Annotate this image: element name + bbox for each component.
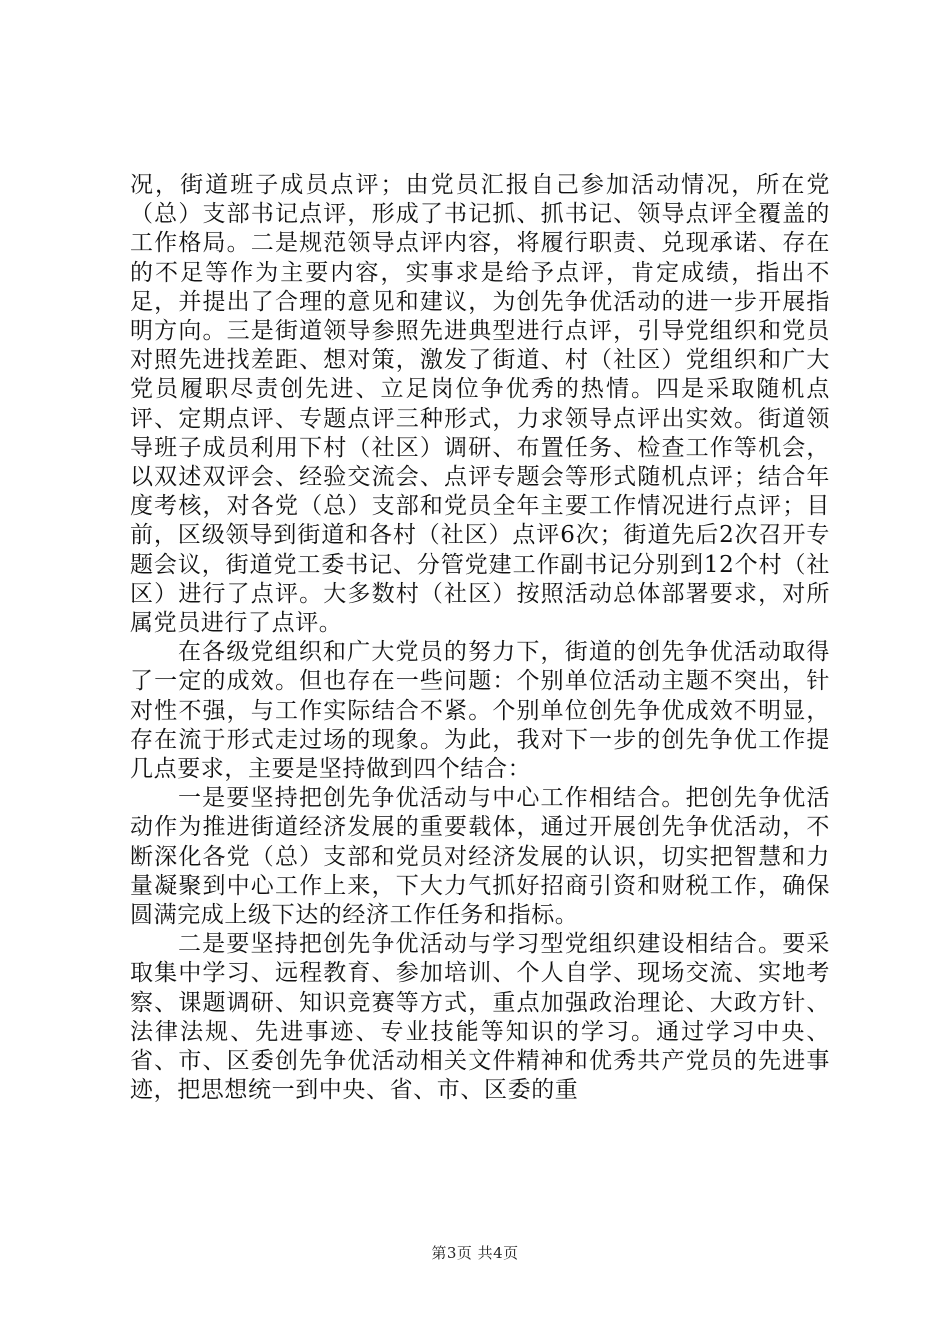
document-body (130, 171, 830, 1106)
paragraph-2: 在各级党组织和广大党员的努力下，街道的创先争优活动取得了一定的成效。但也存在一些问题：个别单位活动主题不突出，针对性不强，与工作实际结合不紧。个别单位创先争优成效不明显，存在流于形式走过场的现象。为此，我对下一步的创先争优工作提几点要求，主要是坚持做到四个结合： (130, 639, 830, 783)
paragraph-1: 况，街道班子成员点评；由党员汇报自己参加活动情况，所在党（总）支部书记点评，形成了书记抓、抓书记、领导点评全覆盖的工作格局。二是规范领导点评内容，将履行职责、兑现承诺、存在的不足等作为主要内容，实事求是给予点评，肯定成绩，指出不足，并提出了合理的意见和建议，为创先争优活动的进一步开展指明方向。三是街道领导参照先进典型进行点评，引导党组织和党员对照先进找差距、想对策，激发了街道、村（社区）党组织和广大党员履职尽责创先进、立足岗位争优秀的热情。四是采取随机点评、定期点评、专题点评三种形式，力求领导点评出实效。街道领导班子成员利用下村（社区）调研、布置任务、检查工作等机会，以双述双评会、经验交流会、点评专题会等形式随机点评；结合年度考核，对各党（总）支部和党员全年主要工作情况进行点评；目前，区级领导到街道和各村（社区）点评6次；街道先后2次召开专题会议，街道党工委书记、分管党建工作副书记分别到12个村（社区）进行了点评。大多数村（社区）按照活动总体部署要求，对所属党员进行了点评。 (130, 172, 830, 637)
paragraph-3: 一是要坚持把创先争优活动与中心工作相结合。把创先争优活动作为推进街道经济发展的重要载体，通过开展创先争优活动，不断深化各党（总）支部和党员对经济发展的认识，切实把智慧和力量凝聚到中心工作上来，下大力气抓好招商引资和财税工作，确保圆满完成上级下达的经济工作任务和指标。 (130, 785, 830, 929)
paragraph-4: 二是要坚持把创先争优活动与学习型党组织建设相结合。要采取集中学习、远程教育、参加培训、个人自学、现场交流、实地考察、课题调研、知识竞赛等方式，重点加强政治理论、大政方针、法律法规、先进事迹、专业技能等知识的学习。通过学习中央、省、市、区委创先争优活动相关文件精神和优秀共产党员的先进事迹，把思想统一到中央、省、市、区委的重 (130, 931, 830, 1104)
page-number-label: 第3页 共4页 (431, 1244, 519, 1262)
page-footer (0, 1242, 950, 1263)
